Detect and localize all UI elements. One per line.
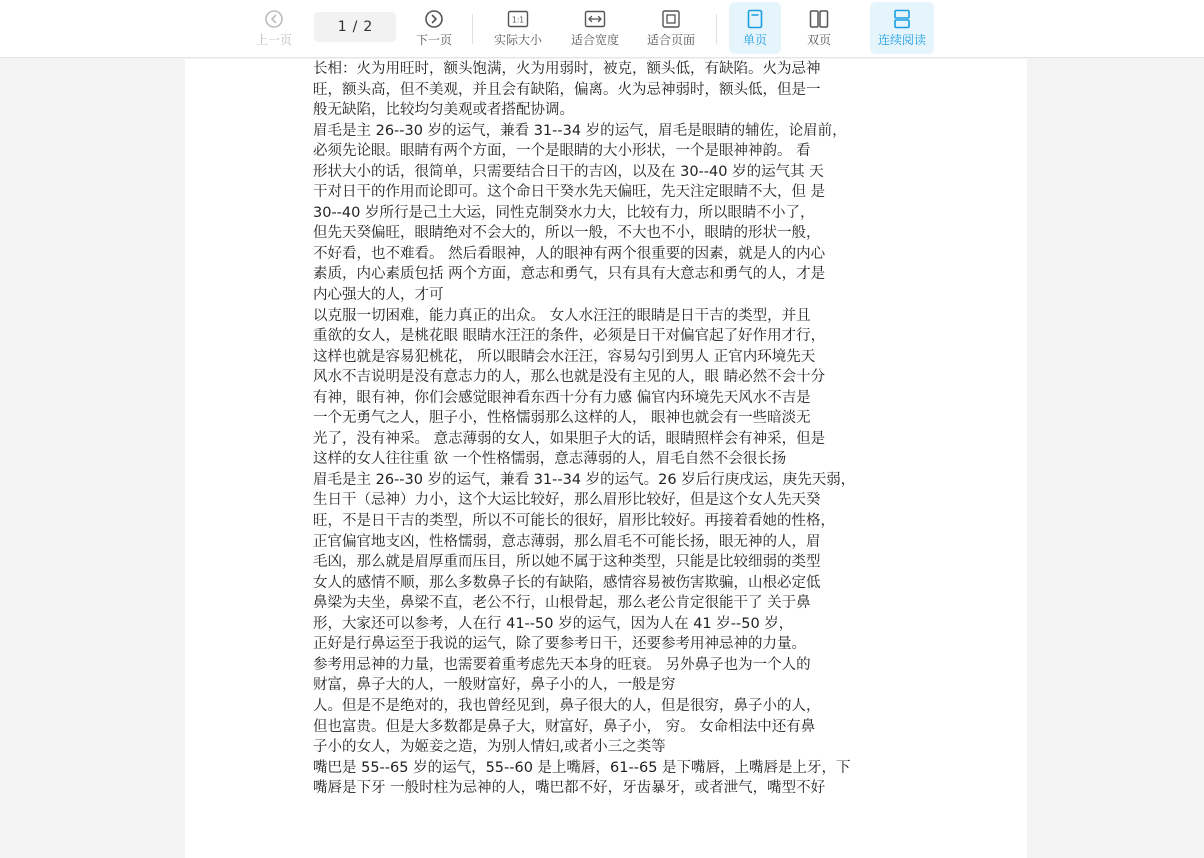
text-line: 眉毛是主 26--30 岁的运气，兼看 31--34 岁的运气。26 岁后行庚戌运，庚先天弱， (313, 471, 856, 488)
chevron-left-circle-icon (263, 8, 285, 30)
page-indicator[interactable] (314, 12, 396, 42)
fit-page-button[interactable] (640, 2, 702, 54)
single-page-button[interactable] (729, 2, 781, 54)
document-text (313, 59, 913, 799)
chevron-right-circle-icon (423, 8, 445, 30)
text-line: 风水不吉说明是没有意志力的人，那么也就是没有主见的人，眼 睛必然不会十分 (313, 369, 826, 386)
prev-page-button[interactable] (250, 2, 298, 54)
page-separator: / (352, 19, 358, 35)
text-line: 有神，眼有神，你们会感觉眼神看东西十分有力感 偏官内环境先天风水不吉是 (313, 389, 811, 406)
text-line: 以克服一切困难，能力真正的出众。 女人水汪汪的眼睛是日干吉的类型，并且 (313, 307, 811, 324)
text-line: 干对日干的作用而论即可。这个命日干癸水先天偏旺，先天注定眼睛不大，但 是 (313, 184, 826, 201)
actual-size-button[interactable] (488, 2, 548, 54)
text-line: 嘴唇是下牙 一般时柱为忌神的人，嘴巴都不好，牙齿暴牙，或者泄气，嘴型不好 (313, 780, 826, 797)
actual-size-label: 实际大小 (493, 33, 542, 47)
text-line: 正好是行鼻运至于我说的运气，除了要参考日干，还要参考用神忌神的力量。 (313, 636, 806, 653)
text-line: 但也富贵。但是大多数都是鼻子大，财富好，鼻子小， 穷。 女命相法中还有鼻 (313, 718, 816, 735)
single-page-icon (744, 8, 766, 30)
total-pages: 2 (363, 19, 373, 35)
document-page (185, 59, 1027, 858)
text-line: 人。但是不是绝对的，我也曾经见到，鼻子很大的人，但是很穷，鼻子小的人， (313, 697, 821, 714)
single-page-label: 单页 (742, 33, 767, 47)
actual-size-icon (507, 8, 529, 30)
text-line: 毛凶，那么就是眉厚重而压目，所以她不属于这种类型，只能是比较细弱的类型 (313, 554, 821, 571)
text-line: 嘴巴是 55--65 岁的运气，55--60 是上嘴唇，61--65 是下嘴唇，上嘴唇是上牙，下 (313, 759, 851, 776)
double-page-icon (808, 8, 830, 30)
text-line: 长相：火为用旺时，额头饱满，火为用弱时，被克，额头低，有缺陷。火为忌神 (313, 61, 821, 77)
toolbar-divider (472, 14, 473, 44)
fit-width-label: 适合宽度 (570, 33, 619, 47)
text-line: 必须先论眼。眼睛有两个方面，一个是眼睛的大小形状，一个是眼神神韵。 看 (313, 143, 811, 160)
text-line: 旺，额头高，但不美观，并且会有缺陷，偏离。火为忌神弱时，额头低，但是一 (313, 81, 821, 98)
text-line: 不好看，也不难看。 然后看眼神，人的眼神有两个很重要的因素，就是人的内心 (313, 245, 826, 262)
pdf-toolbar (0, 0, 1204, 58)
fit-width-button[interactable] (564, 2, 626, 54)
text-line: 鼻梁为夫坐，鼻梁不直，老公不行，山根骨起，那么老公肯定很能干了 关于鼻 (313, 595, 811, 612)
text-line: 旺，不是日干吉的类型，所以不可能长的很好，眉形比较好。再接着看她的性格， (313, 513, 835, 530)
continuous-reading-button[interactable] (870, 2, 934, 54)
current-page-number[interactable]: 1 (337, 19, 347, 35)
next-page-button[interactable] (410, 2, 458, 54)
fit-page-icon (660, 8, 682, 30)
continuous-reading-label: 连续阅读 (877, 33, 926, 47)
prev-page-label: 上一页 (255, 33, 292, 47)
double-page-label: 双页 (806, 33, 831, 47)
fit-page-label: 适合页面 (646, 33, 695, 47)
text-line: 光了，没有神采。 意志薄弱的女人，如果胆子大的话，眼睛照样会有神采，但是 (313, 430, 826, 447)
fit-width-icon (584, 8, 606, 30)
continuous-reading-icon (891, 8, 913, 30)
text-line: 形，大家还可以参考，人在行 41--50 岁的运气，因为人在 41 岁--50 岁， (313, 615, 794, 632)
text-line: 子小的女人，为姬妾之造，为别人情妇,或者小三之类等 (313, 739, 666, 756)
double-page-button[interactable] (793, 2, 845, 54)
text-line: 内心强大的人，才可 (313, 287, 444, 304)
text-line: 素质，内心素质包括 两个方面，意志和勇气，只有具有大意志和勇气的人，才是 (313, 266, 826, 283)
text-line: 但先天癸偏旺，眼睛绝对不会大的，所以一般，不大也不小，眼睛的形状一般， (313, 225, 821, 242)
text-line: 生日干（忌神）力小，这个大运比较好，那么眉形比较好，但是这个女人先天癸 (313, 492, 821, 509)
text-line: 财富，鼻子大的人，一般财富好，鼻子小的人，一般是穷 (313, 677, 676, 694)
text-line: 这样也就是容易犯桃花， 所以眼睛会水汪汪，容易勾引到男人 正官内环境先天 (313, 348, 816, 365)
text-line: 形状大小的话，很简单，只需要结合日干的吉凶，以及在 30--40 岁的运气其 天 (313, 163, 824, 180)
text-line: 一个无勇气之人，胆子小，性格懦弱那么这样的人， 眼神也就会有一些暗淡无 (313, 410, 811, 427)
actual-size-glyph: 1:1 (511, 15, 525, 25)
toolbar-divider (716, 14, 717, 44)
text-line: 女人的感情不顺，那么多数鼻子长的有缺陷，感情容易被伤害欺骗，山根必定低 (313, 574, 821, 591)
next-page-label: 下一页 (415, 33, 452, 47)
text-line: 30--40 岁所行是己土大运，同性克制癸水力大，比较有力，所以眼睛不小了， (313, 204, 815, 221)
text-line: 这样的女人往往重 欲 一个性格懦弱，意志薄弱的人，眉毛自然不会很长扬 (313, 451, 787, 468)
text-line: 重欲的女人，是桃花眼 眼睛水汪汪的条件，必须是日干对偏官起了好作用才行， (313, 328, 826, 345)
text-line: 般无缺陷，比较均匀美观或者搭配协调。 (313, 102, 574, 119)
text-line: 参考用忌神的力量，也需要着重考虑先天本身的旺衰。 另外鼻子也为一个人的 (313, 656, 811, 673)
text-line: 正官偏官地支凶，性格懦弱，意志薄弱，那么眉毛不可能长扬，眼无神的人，眉 (313, 533, 821, 550)
text-line: 眉毛是主 26--30 岁的运气，兼看 31--34 岁的运气，眉毛是眼睛的辅佐，论眉前， (313, 122, 847, 139)
